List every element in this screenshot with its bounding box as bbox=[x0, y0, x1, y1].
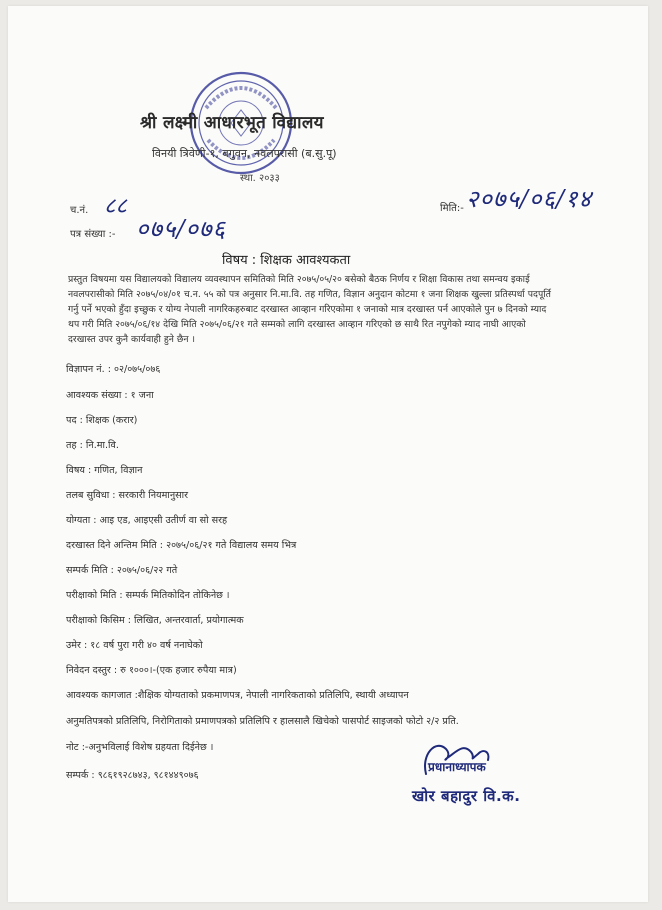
detail-documents: आवश्यक कागजात :शैक्षिक योग्यताको प्रकमाणपत्र, नेपाली नागरिकताको प्रतिलिपि, स्थायी अध्यापन bbox=[66, 690, 409, 701]
detail-application-fee: निवेदन दस्तुर : रु १०००।-(एक हजार रुपैया मात्र) bbox=[66, 665, 237, 676]
detail-note: नोट :-अनुभविलाई विशेष ग्रहयता दिईनेछ । bbox=[66, 742, 214, 753]
detail-deadline: दरखास्त दिने अन्तिम मिति : २०७५/०६/२१ गते विद्यालय समय भित्र bbox=[66, 540, 297, 551]
document-page bbox=[8, 6, 648, 902]
detail-advertisement-no: विज्ञापन नं. : ०२/०७५/०७६ bbox=[66, 364, 161, 375]
ref-number-label: च.नं. bbox=[70, 205, 89, 216]
detail-required-number: आवश्यक संख्या : १ जना bbox=[66, 390, 154, 401]
detail-level: तह : नि.मा.वि. bbox=[66, 440, 119, 451]
date-label: मिति:- bbox=[440, 203, 464, 214]
detail-exam-date: परीक्षाको मिति : सम्पर्क मितिकोदिन तोकिनेछ । bbox=[66, 590, 230, 601]
letter-number-value: ०७५/०७६ bbox=[136, 215, 226, 243]
detail-contact-date: सम्पर्क मिति : २०७५/०६/२२ गते bbox=[66, 565, 178, 576]
detail-documents-cont: अनुमतिपत्रको प्रतिलिपि, निरोगिताको प्रमाणपत्रको प्रतिलिपि र हालसालै खिचेको पासपोर्ट साइजको फोटो २/२ प्रति. bbox=[66, 716, 459, 727]
signatory-name: खोर बहादुर वि.क. bbox=[412, 787, 521, 805]
school-address: विनयी त्रिवेणी-१, बगुवन, नवलपरासी (ब.सु.पू) bbox=[152, 147, 337, 160]
school-established: स्था. २०३३ bbox=[240, 173, 280, 184]
letter-number-label: पत्र संख्या :- bbox=[70, 229, 116, 240]
detail-subject: विषय : गणित, विज्ञान bbox=[66, 465, 143, 476]
signatory-title: प्रधानाध्यापक bbox=[428, 760, 486, 774]
detail-age: उमेर : १८ वर्ष पुरा गरी ४० वर्ष ननाघेको bbox=[66, 640, 203, 651]
school-name: श्री लक्ष्मी आधारभूत विद्यालय bbox=[140, 113, 324, 133]
detail-salary: तलब सुविधा : सरकारी नियमानुसार bbox=[66, 490, 189, 501]
subject-line: विषय : शिक्षक आवश्यकता bbox=[222, 253, 351, 268]
detail-post: पद : शिक्षक (करार) bbox=[66, 415, 138, 426]
detail-exam-type: परीक्षाको किसिम : लिखित, अन्तरवार्ता, प्रयोगात्मक bbox=[66, 615, 244, 626]
intro-paragraph: प्रस्तुत विषयमा यस विद्यालयको विद्यालय व्यवस्थापन समितिको मिति २०७५/०५/२० बसेको बैठक निर्णय र शिक्षा विकास तथा समन्वय इकाई नवलपरासीको मिति २०७५/०४/०१ च.न. ५५ को पत्र अनुसार नि.मा.वि. तह गणित, विज्ञान अनुदान कोटमा १ जना शिक्षक खुल्ला प्रतिस्पर्धा पदपूर्ति गर्नु पर्ने भएको हुँदा इच्छुक र योग्य नेपाली नागरिकहरुबाट दरखास्त आव्हान गरिएकोमा १ जनाको मात्र दरखास्त पर्न आएकोले पुन ७ दिनको म्याद थप गरी मिति २०७५/०६/१४ देखि मिति २०७५/०६/२१ गते सम्मको लागि दरखास्त आव्हान गरिएको छ साथै रित नपुगेको म्याद नाघी आएको दरखास्त उपर कुनै कार्यवाही हुने छैन । bbox=[68, 274, 551, 345]
detail-qualification: योग्यता : आइ एड, आइएसी उतीर्ण वा सो सरह bbox=[66, 515, 228, 526]
ref-number-value: ८८ bbox=[104, 194, 127, 219]
detail-contact-phone: सम्पर्क : ९८६१९२८७४३, ९८१४४९०७६ bbox=[66, 770, 199, 781]
date-value: २०७५/०६/१४ bbox=[466, 185, 593, 213]
